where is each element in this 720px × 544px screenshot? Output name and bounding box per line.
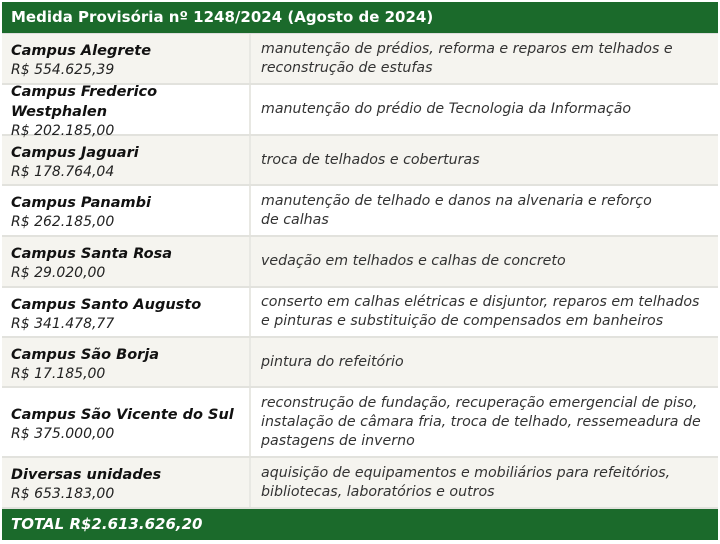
table-row bbox=[2, 288, 718, 338]
unit-value: R$ 178.764,04 bbox=[11, 163, 115, 180]
unit-cell bbox=[2, 388, 251, 456]
table-row bbox=[2, 458, 718, 509]
unit-description: vedação em telhados e calhas de concreto bbox=[261, 253, 566, 269]
unit-name: Campus Santa Rosa bbox=[11, 246, 173, 262]
unit-value: R$ 202.185,00 bbox=[11, 123, 115, 139]
unit-name: Campus São Vicente do Sul bbox=[11, 406, 234, 423]
unit-value: R$ 29.020,00 bbox=[11, 265, 106, 281]
unit-name: Diversas unidades bbox=[11, 467, 162, 483]
unit-value: R$ 554.625,39 bbox=[11, 62, 115, 78]
unit-description: pintura do refeitório bbox=[261, 353, 404, 370]
table-row bbox=[2, 186, 718, 237]
funding-table bbox=[2, 2, 718, 540]
unit-value: R$ 341.478,77 bbox=[11, 315, 115, 332]
table-title: Medida Provisória nº 1248/2024 (Agosto de 2024) bbox=[2, 2, 718, 34]
table-row bbox=[2, 136, 718, 186]
unit-name: Campus Frederico Westphalen bbox=[11, 84, 158, 120]
unit-cell bbox=[2, 237, 251, 286]
unit-cell bbox=[2, 288, 251, 336]
table-row bbox=[2, 338, 718, 388]
unit-name: Campus Panambi bbox=[11, 195, 151, 211]
table-row bbox=[2, 34, 718, 85]
unit-value: R$ 375.000,00 bbox=[11, 425, 115, 442]
table-total: TOTAL R$2.613.626,20 bbox=[2, 509, 718, 540]
table-row bbox=[2, 388, 718, 458]
unit-value: R$ 17.185,00 bbox=[11, 365, 106, 382]
unit-cell bbox=[2, 84, 251, 139]
unit-cell bbox=[2, 34, 251, 83]
unit-name: Campus São Borja bbox=[11, 346, 160, 363]
unit-description: conserto em calhas elétricas e disjuntor, reparos em telhados e pinturas e substituição de compensados em banheiros bbox=[261, 294, 700, 329]
unit-name: Campus Alegrete bbox=[11, 43, 152, 59]
unit-cell bbox=[2, 136, 251, 184]
unit-description: manutenção do prédio de Tecnologia da Informação bbox=[261, 101, 632, 117]
unit-value: R$ 653.183,00 bbox=[11, 486, 115, 502]
unit-name: Campus Santo Augusto bbox=[11, 296, 202, 313]
unit-cell bbox=[2, 338, 251, 386]
table-row bbox=[2, 237, 718, 288]
unit-description: troca de telhados e coberturas bbox=[261, 151, 480, 168]
unit-description: manutenção de telhado e danos na alvenaria e reforço de calhas bbox=[261, 192, 652, 228]
unit-value: R$ 262.185,00 bbox=[11, 214, 115, 230]
unit-description: manutenção de prédios, reforma e reparos em telhados e reconstrução de estufas bbox=[261, 40, 673, 76]
table-row bbox=[2, 84, 718, 139]
unit-name: Campus Jaguari bbox=[11, 144, 139, 161]
unit-description: reconstrução de fundação, recuperação emergencial de piso, instalação de câmara fria, troca de telhado, ressemeadura de pastagens de inverno bbox=[261, 394, 701, 449]
unit-description: aquisição de equipamentos e mobiliários para refeitórios, bibliotecas, laboratórios e outros bbox=[261, 464, 671, 500]
unit-cell bbox=[2, 186, 251, 235]
unit-cell bbox=[2, 458, 251, 507]
